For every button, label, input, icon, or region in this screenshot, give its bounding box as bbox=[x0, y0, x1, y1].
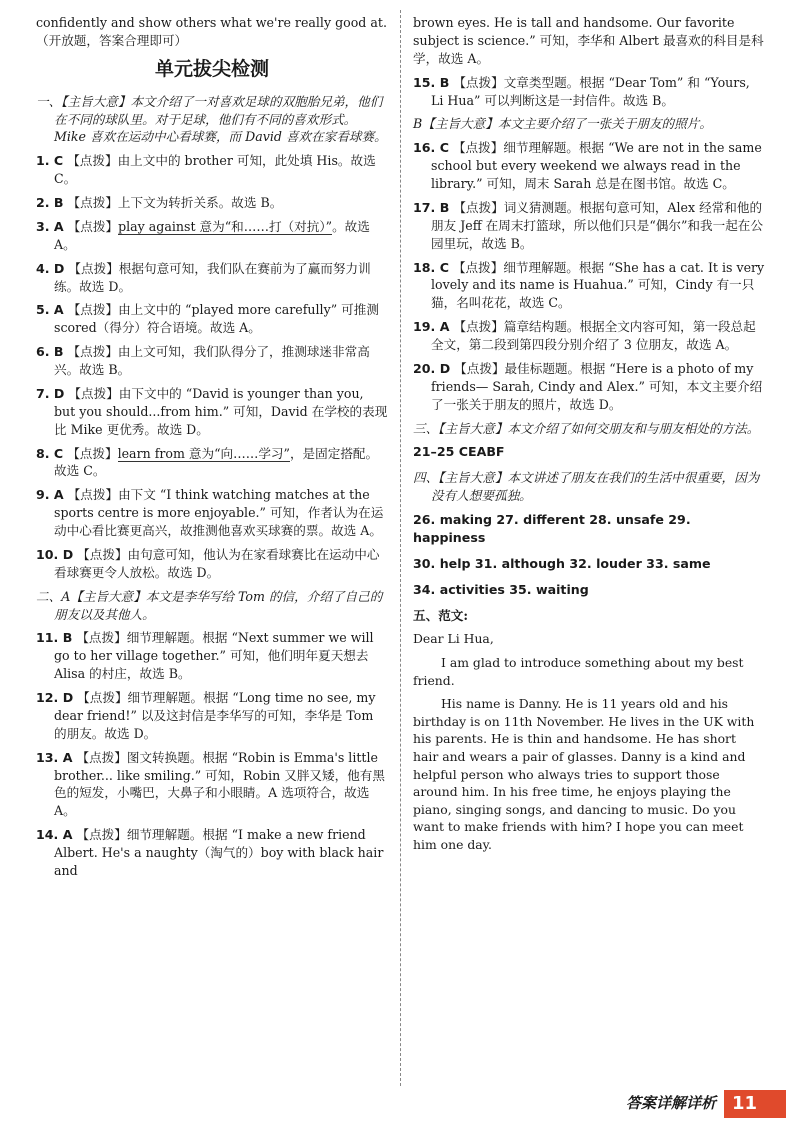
essay-salutation: Dear Li Hua, bbox=[413, 631, 494, 647]
footer-label: 答案详解详析 bbox=[625, 1094, 716, 1113]
answer-item: 12. D 【点拨】细节理解题。根据 “Long time no see, my dear friend!” 以及这封信是李华写的可知，李华是 Tom 的朋友。故选 D。 bbox=[36, 690, 376, 741]
answer-item: 8. C 【点拨】learn from 意为“向……学习”，是固定搭配。故选 C。 bbox=[36, 445, 379, 479]
answer-item: 18. C 【点拨】细节理解题。根据 “She has a cat. It is very lovely and its name is Huahua.” 可知，Cindy 有一只猫，名叫花花，故选 C。 bbox=[413, 259, 765, 311]
section3-gist: 三、【主旨大意】本文介绍了如何交朋友和与朋友相处的方法。 bbox=[413, 420, 760, 436]
blank-row: 26. making 27. different 28. unsafe 29. happiness bbox=[413, 512, 691, 545]
answer-item: 7. D 【点拨】由下文中的 “David is younger than you, but you should...from him.” 可知，David 在学校的表现比 Mike 更优秀。故选 D。 bbox=[36, 385, 388, 437]
page-number: 11 bbox=[724, 1090, 786, 1118]
answer-item: 15. B 【点拨】文章类型题。根据 “Dear Tom” 和 “Yours, Li Hua” 可以判断这是一封信件。故选 B。 bbox=[413, 74, 750, 108]
page-footer bbox=[626, 1090, 786, 1118]
fill-blank-answers bbox=[413, 511, 765, 599]
page-title: 单元拔尖检测 bbox=[154, 57, 269, 80]
sectionB-gist: B【主旨大意】本文主要介绍了一张关于朋友的照片。 bbox=[413, 116, 712, 132]
answer-item: 2. B 【点拨】上下文为转折关系。故选 B。 bbox=[36, 195, 283, 211]
answer-item: 4. D 【点拨】根据句意可知，我们队在赛前为了赢而努力训练。故选 D。 bbox=[36, 260, 371, 294]
underlined-phrase: play against 意为“和……打（对抗）” bbox=[118, 218, 333, 234]
left-column bbox=[36, 14, 388, 886]
section1-gist: 一、【主旨大意】本文介绍了一对喜欢足球的双胞胎兄弟，他们在不同的球队里。对于足球，他们有不同的喜欢形式。Mike 喜欢在运动中心看球赛，而 David 喜欢在家看球赛。 bbox=[36, 93, 387, 145]
underlined-phrase: learn from 意为“向……学习” bbox=[117, 445, 290, 461]
essay-paragraph: I am glad to introduce something about my best friend. bbox=[413, 654, 744, 688]
continued-text: brown eyes. He is tall and handsome. Our favorite subject is science.” 可知，李华和 Albert 最喜欢的科目是科学，故选 A。 bbox=[413, 15, 764, 66]
answer-item: 10. D 【点拨】由句意可知，他认为在家看球赛比在运动中心看球赛更令人放松。故选 D。 bbox=[36, 546, 380, 580]
answer-item: 17. B 【点拨】词义猜测题。根据句意可知，Alex 经常和他的朋友 Jeff 在周末打篮球，所以他们只是“偶尔”和我一起在公园里玩，故选 B。 bbox=[413, 199, 763, 251]
right-column bbox=[413, 14, 765, 860]
section4-gist: 四、【主旨大意】本文讲述了朋友在我们的生活中很重要，因为没有人想要孤独。 bbox=[413, 470, 760, 504]
section5-heading: 五、范文: bbox=[413, 607, 469, 623]
essay-paragraph: His name is Danny. He is 11 years old and his birthday is on 11th November. He lives in the UK with his parents. He is thin and handsome. He has short hair and wears a pair of glasses. Danny is a kind and helpful person who always tries to support those around him. In his free time, he enjoys playing the piano, singing songs, and dancing to music. Do you want to make friends with him? I hope you can meet him one day. bbox=[413, 696, 755, 853]
intro-text: confidently and show others what we're really good at.（开放题，答案合理即可） bbox=[36, 15, 387, 48]
blank-row: 34. activities 35. waiting bbox=[413, 581, 589, 597]
answer-item: 11. B 【点拨】细节理解题。根据 “Next summer we will go to her village together.” 可知，他们明年夏天想去 Alisa 的村庄，故选 B。 bbox=[36, 630, 374, 682]
answer-item: 20. D 【点拨】最佳标题题。根据 “Here is a photo of my friends— Sarah, Cindy and Alex.” 可知，本文主要介绍了一张关于朋友的照片，故选 D。 bbox=[413, 360, 763, 412]
answer-item: 14. A 【点拨】细节理解题。根据 “I make a new friend Albert. He's a naughty（淘气的）boy with black hair and bbox=[36, 827, 384, 878]
answer-item: 3. A 【点拨】play against 意为“和……打（对抗）”。故选 A。 bbox=[36, 218, 370, 252]
column-divider bbox=[400, 10, 401, 1086]
answers-21-25: 21–25 CEABF bbox=[413, 444, 505, 460]
answer-item: 19. A 【点拨】篇章结构题。根据全文内容可知，第一段总起全文，第二段到第四段分别介绍了 3 位朋友，故选 A。 bbox=[413, 319, 756, 352]
answer-item: 6. B 【点拨】由上文可知，我们队得分了，推测球迷非常高兴。故选 B。 bbox=[36, 344, 370, 378]
sample-essay bbox=[413, 630, 765, 853]
answer-item: 5. A 【点拨】由上文中的 “played more carefully” 可推测 scored（得分）符合语境。故选 A。 bbox=[36, 302, 379, 336]
answer-item: 9. A 【点拨】由下文 “I think watching matches at the sports centre is more enjoyable.” 可知，作者认为在运动中心看比赛更高兴，故推测他喜欢买球赛的票。故选 A。 bbox=[36, 487, 384, 539]
section2-gist: 二、A【主旨大意】本文是李华写给 Tom 的信，介绍了自己的朋友以及其他人。 bbox=[36, 588, 383, 622]
blank-row: 30. help 31. although 32. louder 33. same bbox=[413, 555, 711, 571]
answer-item: 13. A 【点拨】图文转换题。根据 “Robin is Emma's little brother... like smiling.” 可知，Robin 又胖又矮，他有黑色的短发，小嘴巴，大鼻子和小眼睛。A 选项符合，故选 A。 bbox=[36, 749, 385, 819]
answer-item: 16. C 【点拨】细节理解题。根据 “We are not in the same school but every weekend we always read in the library.” 可知，周末 Sarah 总是在图书馆。故选 C。 bbox=[413, 140, 762, 191]
answer-item: 1. C 【点拨】由上文中的 brother 可知，此处填 His。故选 C。 bbox=[36, 153, 376, 187]
